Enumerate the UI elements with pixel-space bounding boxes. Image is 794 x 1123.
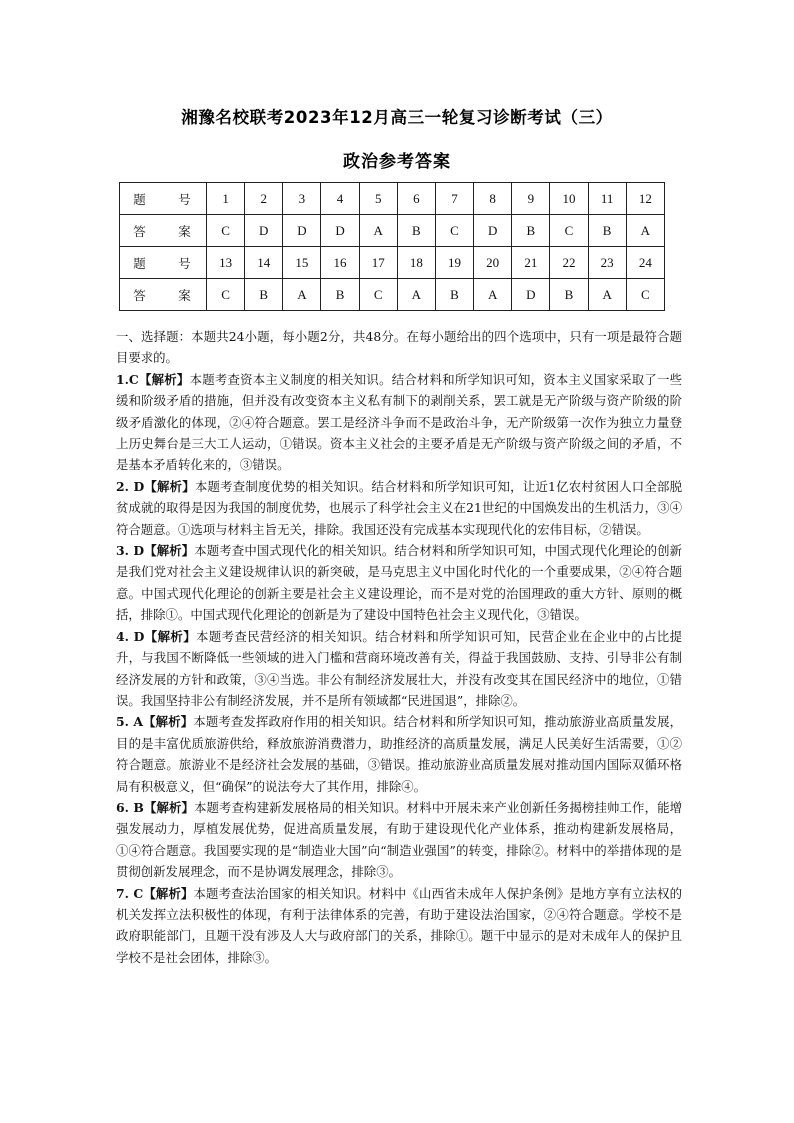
table-row-numbers-2: [120, 247, 665, 279]
answer-cell: A: [626, 215, 664, 247]
question-number-cell: 2: [245, 183, 283, 215]
row-label-number: 题 号: [120, 247, 207, 279]
explanation-text: 本题考查发挥政府作用的相关知识。结合材料和所学知识可知，推动旅游业高质量发展，目的是丰富优质旅游供给，释放旅游消费潜力，助推经济的高质量发展，满足人民美好生活需要，①②符合题意。旅游业不是经济社会发展的基础，③错误。推动旅游业高质量发展对推动国内国际双循环格局有积极意义，但“确保”的说法夸大了其作用，排除④。: [116, 714, 682, 794]
explanation-prefix: 1.C【解析】: [116, 371, 190, 387]
explanation-item: [116, 476, 682, 540]
question-number-cell: 4: [321, 183, 359, 215]
answer-cell: B: [550, 279, 588, 311]
answer-cell: D: [512, 279, 550, 311]
question-number-cell: 14: [245, 247, 283, 279]
explanation-item: [116, 540, 682, 626]
explanation-text: 本题考查构建新发展格局的相关知识。材料中开展未来产业创新任务揭榜挂帅工作，能增强发展动力，厚植发展优势，促进高质量发展，有助于建设现代化产业体系，推动构建新发展格局，①④符合题意。我国要实现的是“制造业大国”向“制造业强国”的转变，排除②。材料中的举措体现的是贯彻创新发展理念，而不是协调发展理念，排除③。: [116, 799, 682, 880]
question-number-cell: 20: [474, 247, 512, 279]
question-number-cell: 16: [321, 247, 359, 279]
question-number-cell: 22: [550, 247, 588, 279]
question-number-cell: 18: [397, 247, 435, 279]
table-row-answers-2: [120, 279, 665, 311]
answer-cell: D: [283, 215, 321, 247]
table-row-numbers-1: [120, 183, 665, 215]
explanation-text: 本题考查法治国家的相关知识。材料中《山西省未成年人保护条例》是地方享有立法权的机关发挥立法积极性的体现，有利于法律体系的完善，有助于建设法治国家，②④符合题意。学校不是政府职能部门，且题干没有涉及人大与政府部门的关系，排除①。题干中显示的是对未成年人的保护且学校不是社会团体，排除③。: [116, 885, 682, 965]
explanation-text: 本题考查中国式现代化的相关知识。结合材料和所学知识可知，中国式现代化理论的创新是我们党对社会主义建设规律认识的新突破，是马克思主义中国化时代化的一个重要成果，②④符合题意。中国式现代化理论的创新主要是社会主义建设理论，而不是对党的治国理政的重大方针、原则的概括，排除①。中国式现代化理论的创新是为了建设中国特色社会主义现代化，③错误。: [116, 543, 683, 623]
answer-cell: B: [435, 279, 473, 311]
answer-cell: C: [550, 215, 588, 247]
explanation-prefix: 7. C【解析】: [116, 885, 194, 901]
answer-cell: C: [626, 279, 664, 311]
table-row-answers-1: [120, 215, 665, 247]
answer-cell: A: [474, 279, 512, 311]
explanation-prefix: 3. D【解析】: [116, 543, 195, 559]
explanation-text: 本题考查民营经济的相关知识。结合材料和所学知识可知，民营企业在企业中的占比提升，与我国不断降低一些领域的进入门槛和营商环境改善有关，得益于我国鼓励、支持、引导非公有制经济发展的方针和政策，③④当选。非公有制经济发展壮大，并没有改变其在国民经济中的地位，①错误。我国坚持非公有制经济发展，并不是所有领域都“民进国退”，排除②。: [116, 628, 682, 708]
explanation-prefix: 2. D【解析】: [116, 478, 195, 494]
row-label-answer: 答 案: [120, 215, 207, 247]
question-number-cell: 23: [588, 247, 626, 279]
question-number-cell: 17: [359, 247, 397, 279]
explanation-item: [116, 626, 682, 712]
question-number-cell: 8: [474, 183, 512, 215]
question-number-cell: 9: [512, 183, 550, 215]
explanation-prefix: 6. B【解析】: [116, 799, 195, 815]
answer-cell: D: [245, 215, 283, 247]
answer-cell: B: [321, 279, 359, 311]
answer-cell: A: [588, 279, 626, 311]
question-number-cell: 19: [435, 247, 473, 279]
explanation-prefix: 4. D【解析】: [116, 628, 197, 644]
explanation-item: [116, 883, 682, 969]
question-number-cell: 3: [283, 183, 321, 215]
answer-table: [119, 182, 665, 311]
answer-cell: C: [435, 215, 473, 247]
question-number-cell: 13: [207, 247, 245, 279]
answer-cell: D: [474, 215, 512, 247]
answer-cell: B: [588, 215, 626, 247]
explanation-prefix: 5. A【解析】: [116, 714, 194, 730]
answer-cell: A: [283, 279, 321, 311]
answer-cell: D: [321, 215, 359, 247]
explanation-text: 本题考查制度优势的相关知识。结合材料和所学知识可知，让近1亿农村贫困人口全部脱贫成就的取得是因为我国的制度优势，也展示了科学社会主义在21世纪的中国焕发出的生机活力，③④符合题意。①选项与材料主旨无关，排除。我国还没有完成基本实现现代化的宏伟目标，②错误。: [116, 478, 682, 537]
document-title: 湘豫名校联考2023年12月高三一轮复习诊断考试（三）: [181, 108, 613, 127]
question-number-cell: 21: [512, 247, 550, 279]
answer-cell: B: [245, 279, 283, 311]
question-number-cell: 1: [207, 183, 245, 215]
answer-cell: B: [397, 215, 435, 247]
explanation-item: [116, 369, 682, 476]
answer-cell: C: [207, 279, 245, 311]
question-number-cell: 15: [283, 247, 321, 279]
section-intro: 一、选择题：本题共24小题，每小题2分，共48分。在每小题给出的四个选项中，只有一项是最符合题目要求的。: [116, 329, 682, 366]
question-number-cell: 6: [397, 183, 435, 215]
question-number-cell: 5: [359, 183, 397, 215]
answer-cell: A: [359, 215, 397, 247]
question-number-cell: 10: [550, 183, 588, 215]
answer-cell: B: [512, 215, 550, 247]
question-number-cell: 7: [435, 183, 473, 215]
document-subtitle: 政治参考答案: [343, 152, 451, 172]
answer-cell: C: [359, 279, 397, 311]
answer-cell: A: [397, 279, 435, 311]
question-number-cell: 12: [626, 183, 664, 215]
explanations-body: [116, 326, 682, 968]
explanation-item: [116, 797, 682, 883]
explanation-item: [116, 711, 682, 797]
row-label-answer: 答 案: [120, 279, 207, 311]
row-label-number: 题 号: [120, 183, 207, 215]
question-number-cell: 24: [626, 247, 664, 279]
answer-cell: C: [207, 215, 245, 247]
explanation-text: 本题考查资本主义制度的相关知识。结合材料和所学知识可知，资本主义国家采取了一些缓和阶级矛盾的措施，但并没有改变资本主义私有制下的剥削关系，罢工就是无产阶级与资产阶级的阶级矛盾激化的体现，②④符合题意。罢工是经济斗争而不是政治斗争，无产阶级第一次作为独立力量登上历史舞台是三大工人运动，①错误。资本主义社会的主要矛盾是无产阶级与资产阶级之间的矛盾，不是基本矛盾转化来的，③错误。: [116, 371, 683, 473]
question-number-cell: 11: [588, 183, 626, 215]
